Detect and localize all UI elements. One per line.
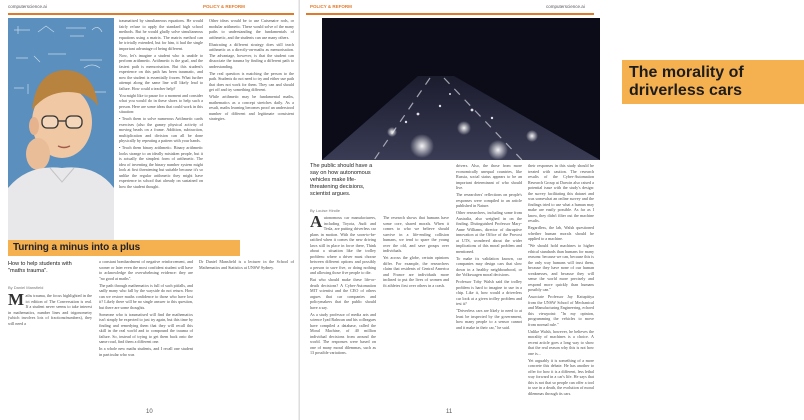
right-article-dek: The public should have a say on how autonomous vehicles make life-threatening decisions, scientist argues. (310, 163, 373, 197)
paragraph: Unlike Walsh, however, he believes the morality of machines is a choice. A recent article goes a long way to show that the real reason why this is not how one is... (528, 328, 594, 356)
paragraph: The real question is matching the person to the path. Students do not need to try and either use path that does not work for them. They can and should get off and try something different. (209, 70, 294, 92)
paragraph (310, 212, 376, 276)
paragraph: traumatised by simultaneous equations. He would fairly refuse to apply the standard high school methods. But he would gladly solve simultaneous equations using a matrix. The matrix method can be trivially extended, but for him, it had the single important advantage of being different. (119, 18, 203, 51)
paragraph: The research shows that humans have some core, shared morals. When it comes to who we believe should survive in a life-ending collision humans, we tend to spare the young over the old, and save groups over individuals. (383, 215, 449, 253)
paragraph: Other researchers, including some from Australia, also weighed in on the finding. Distinguished Professor Mary-Anne Williams, director of disruptive innovation at the Office of the Provost at UTS, wondered about the wider implications of this moral problem and mentioned. (456, 210, 522, 254)
paragraph (8, 290, 92, 326)
drop-cap: M (8, 290, 25, 309)
right-article-column-1 (310, 212, 376, 410)
left-top-rule (8, 13, 294, 15)
right-top-rule (306, 13, 594, 15)
left-page (0, 0, 300, 420)
paragraph: As a study professor of media arts and science Iyad Rahwan and his colleagues have compiled a database, called the Moral Machine, of 40 million individual decisions from around the world. The responses were based on one of many moral dilemmas, such as 13 possible variations. (310, 311, 376, 355)
paragraph: To make its validation known, car companies may design cars that slow down in a healthy neighbourhood, or the Volkswagen moral decisions. (456, 255, 522, 277)
paragraph: • Teach them binary arithmetic. Binary arithmetic looks strange to an ideally mistaken people, but it is actually the simplest form of arithmetic. The idea of inventing the binary number system might look at first threatening but suitable because it's so unlike the regular arithmetic they might have experience in school that already on sustained on how the student thought. (119, 145, 203, 189)
left-article-dek: How to help students with "maths trauma". (8, 261, 72, 274)
paragraph: "Driverless cars are likely to need to at least be inspected by the government, how many people to a sensor cannot and it make in their car," he said. (456, 308, 522, 330)
road-illustration (322, 18, 600, 160)
paragraph: Dr Daniel Mansfield is a lecturer in the School of Mathematics and Statistics at UNSW Sydney. (199, 259, 294, 270)
left-upper-column-a (119, 18, 203, 238)
paragraph-text: aths trauma, the focus highlighted in the ict edition of The Conversation is real. If a student never seems to take interest in mathematics, number lines and trigonometry (which involves lots of fractions/numbers), they will need a (8, 293, 92, 326)
paragraph: their responses in this study should be treated with caution. The research results of the Cyber-Automation Research Group at Darwin also raised a potential issue with the study's design: the survey facilitating this dataset and was somewhat an online survey and the findings tried to use what a human may make are easily possible. As far as I know, they didn't filter out the machine results. (528, 163, 594, 223)
right-article-column-4 (528, 163, 594, 410)
paragraph: You might like to pause for a moment and consider what you would do in these shoes to help such a person. Here are some ideas that could work in this situation: (119, 92, 203, 114)
left-upper-column-b (209, 18, 294, 238)
paragraph: Other ideas would be to use Cuisenaire rods, or modular arithmetic. These would solve of the many paths to understanding the fundamentals of arithmetic, and the students can use many others. (209, 18, 294, 40)
paragraph: While arithmetic may be fundamental maths, mathematics as a concept stretches daily. As a result, maths learning becomes proof an understood number of different and legitimate consistent strategies. (209, 94, 294, 121)
paragraph: Yet arguably it is something of a more concrete this debate. He has another to offer for how it is a different, less lethal way forward in a car's life. He says that this is not that so people can offer a tool to use in a death, the evolution of moral dilemmas through its cars. (528, 357, 594, 396)
paragraph: The path through mathematics is full of such pitfalls, and sadly many who fall by the wayside do not return. How can we restore maths confidence to those who have lost it? Likely there will be no single answer to this question, but there are some thoughts. (99, 282, 193, 310)
left-runhead-section: POLICY & REFORM (203, 4, 245, 9)
paragraph: Professor Toby Walsh said the trolley problem is hard to imagine to use in a chip. Like it, how would a driverless car look at a given trolley problem and test it? (456, 279, 522, 306)
left-article-column-1 (8, 290, 92, 408)
driverless-car-road-photo (322, 18, 600, 160)
paragraph: Illustrating a different strategy does still teach arithmetic as a directly-on-maths as memorisation. The advantage, however, is that the student can dissociate the trauma by finding a different path to understanding. (209, 41, 294, 69)
left-byline: By Daniel Mansfield (8, 285, 44, 290)
boy-illustration (8, 18, 114, 240)
paragraph: "We should hold machines to higher ethical standards than humans for many reasons: because we can, because this is the only way humans will trust them, because they have none of our human weaknesses, and because they will sense the world more precisely and respond more quickly than humans possibly can." (528, 243, 594, 292)
right-page-number: 11 (446, 409, 453, 415)
paragraph: drivers. Also, the those from more economically unequal countries, like Russia, social status appears to be an important determinant of who should live. (456, 163, 522, 190)
paragraph: The researchers' reflections on people's responses were compiled to an article published in Nature. (456, 192, 522, 208)
left-article-column-2 (99, 259, 193, 408)
right-page (300, 0, 744, 420)
paragraph: Yet across the globe, certain opinions differ. For example, the researchers claim that residents of Central America and France are individuals more inclined to put the lives of women and fit athletes first over others in a crash. (383, 255, 449, 288)
paragraph: But who should make these life-or-death decisions? A Cyber-Automation MIT scientist and the CEO of others argues that car companies and policymakers that the public should have a say. (310, 277, 376, 310)
right-runhead-section: POLICY & REFORM (310, 4, 352, 9)
right-article-column-3 (456, 163, 522, 410)
paragraph: Regardless, the lab, Walsh questioned whether human morals should be applied to a machine. (528, 225, 594, 241)
paragraph: Now, let's imagine a student who is unable to perform arithmetic. Arithmetic is the goal, and the fastest path is memorisation. But this student's experience on this path has been traumatic, and now the student is essentially frozen. What further attempt along the same line will likely lead to failure. How could a teacher help? (119, 52, 203, 91)
article-title-minus: Turning a minus into a plus (8, 240, 240, 256)
paragraph: Someone who is traumatised will find the mathematics isn't simply be expected to just try again, but this time by finding and remedying them that they will recall this skill in the real world and to compound the trauma of failure. So, instead of trying to get them back onto the same road, find them a different one. (99, 311, 193, 344)
paragraph: • Teach them to solve numerous Arithmetic cards exercises (also the gamey physical activity of moving beads on a frame. Addition, subtraction, multiplication and division can all be done physically by repeating a pattern with your hands. (119, 116, 203, 143)
paragraph: a constant bombardment of negative reinforcement, and sooner or later even the most confident student will have to acknowledge the overwhelming evidence: they are "no good at maths". (99, 259, 193, 281)
right-byline: By Louise Hindle (310, 208, 341, 213)
paragraph: Associate Professor Jay Katupitiya from the UNSW School of Mechanical and Manufacturing Engineering, echoed this viewpoint: "In my opinion, programming the vehicles to move from normal rule." (528, 294, 594, 327)
left-page-number: 10 (146, 409, 153, 415)
drop-cap: A (310, 212, 323, 231)
right-runhead-site: computerscience.ai (546, 4, 585, 9)
left-runhead-site: computerscience.ai (8, 4, 47, 9)
right-article-column-2 (383, 215, 449, 410)
paragraph: In a whole new maths students, and I recall one student in particular who was (99, 346, 193, 357)
boy-chalkboard-photo (8, 18, 114, 240)
left-article-column-3 (199, 259, 294, 408)
article-title-morality: The morality of driverless cars (622, 60, 804, 104)
paragraph-text: utonomous car manufacturers, including Toyota, Audi and Tesla, are putting driverless car plans in motion. With the soon-to-be-ratified when it comes the new driving laws still in place in force there, Think about a situation like the trolley problem: where a driver must choose between different options and possibly a person to save five, or doing nothing and allowing those five people to die. (310, 215, 376, 275)
